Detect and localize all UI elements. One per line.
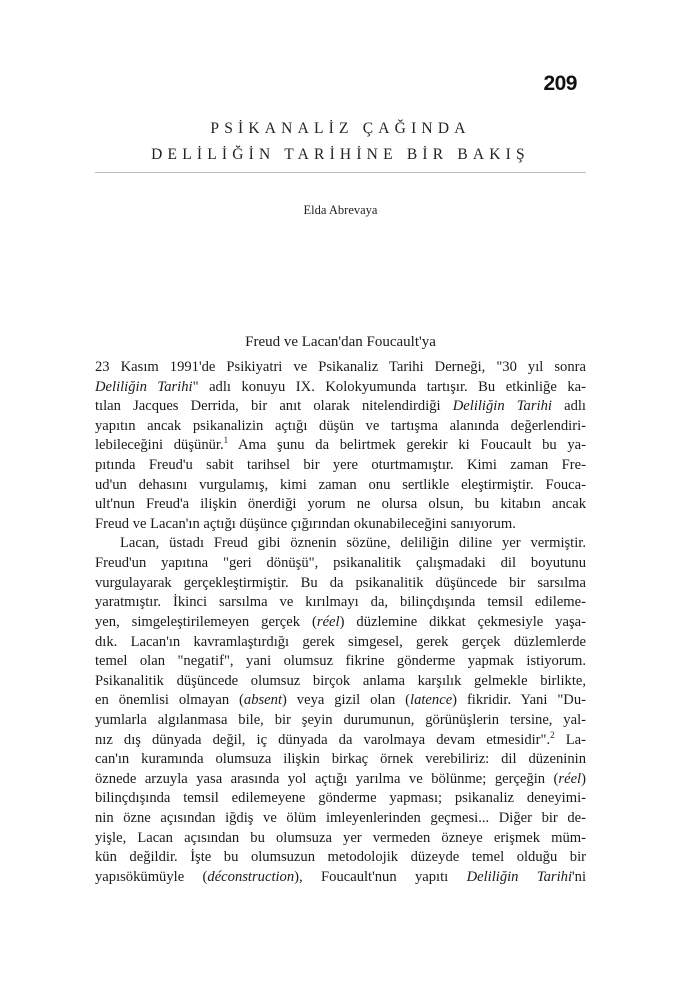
text-segment: adlı (551, 398, 586, 415)
text-segment: kün değildir. İşte bu olumsuzun metodolojik düzeyde temel olduğu bir (95, 849, 586, 866)
text-segment: yaratmıştır. İkinci sarsılma ve kırılmayı da, bilinçdışında temsil edileme- (95, 594, 586, 611)
page-number: 209 (543, 72, 577, 95)
text-line (95, 534, 586, 554)
text-line (95, 829, 586, 849)
title-divider (95, 172, 586, 173)
text-line (95, 358, 586, 378)
text-line (95, 417, 586, 437)
text-segment: lebileceğini düşünür. (95, 437, 224, 454)
italic-term: Deliliğin Tarihi (95, 378, 193, 395)
footnote-marker[interactable]: 1 (223, 436, 229, 446)
text-segment: nız dış dünyada değil, iç dünyada da varolmaya devam etmesidir". (95, 731, 551, 748)
chapter-title-line-1: PSİKANALİZ ÇAĞINDA (210, 120, 471, 137)
text-segment: yapıtın ancak psikanalizin açtığı düşün ve tartışma alanında değerlendiri- (95, 417, 586, 434)
text-segment: Ama şunu da belirtmek gerekir ki Foucault bu ya- (228, 437, 586, 454)
chapter-title-line-2: DELİLİĞİN TARİHİNE BİR BAKIŞ (151, 146, 530, 163)
text-line (95, 613, 586, 633)
text-segment: pıtında Freud'u sabit tarihsel bir yere oturtmamıştır. Kimi zaman Fre- (95, 457, 586, 474)
text-segment: Freud'un yapıtına "geri dönüşü", psikanalitik çalışmadaki dil boyutunu (95, 555, 586, 572)
text-segment: yişle, Lacan açısından bu olumsuza yer vermeden özneye erişmek müm- (95, 829, 586, 846)
italic-term: réel (316, 613, 340, 630)
text-segment: ) veya gizil olan ( (282, 692, 411, 709)
text-segment: Freud ve Lacan'ın açtığı düşünce çığırından okunabileceğini sanıyorum. (95, 515, 516, 532)
text-segment: dık. Lacan'ın kavramlaştırdığı gerek simgesel, gerek gerçek düzlemlerde (95, 633, 586, 650)
text-segment: La- (554, 731, 586, 748)
text-line (95, 809, 586, 829)
text-line (95, 436, 586, 456)
text-segment: can'ın kuramında olumsuza ilişkin birkaç örnek verebiliriz: dil düzeninin (95, 751, 586, 768)
text-line (95, 495, 586, 515)
text-line (95, 476, 586, 496)
italic-term: latence (410, 692, 453, 709)
text-segment: ), Foucault'nun yapıtı (294, 868, 467, 885)
text-line (95, 633, 586, 653)
italic-term: Deliliğin Tarihi (466, 868, 573, 885)
text-segment: ud'un dehasını vurgulamış, kimi zaman onu sertlikle eleştirmiştir. Fouca- (95, 476, 586, 493)
text-line (95, 378, 586, 398)
text-line (95, 691, 586, 711)
text-line (95, 456, 586, 476)
italic-term: Deliliğin Tarihi (452, 398, 552, 415)
text-line (95, 672, 586, 692)
text-segment: 'ni (572, 868, 586, 885)
text-segment: ult'nun Freud'a ilişkin önerdiği yorum ne olursa olsun, bu kitabın ancak (95, 496, 586, 513)
text-line (95, 515, 586, 535)
italic-term: déconstruction (207, 868, 295, 885)
text-segment: ) fikridir. Yani "Du- (452, 692, 586, 709)
text-line (95, 652, 586, 672)
footnote-marker[interactable]: 2 (550, 730, 555, 740)
text-segment: tılan Jacques Derrida, bir anıt olarak nitelendirdiği (95, 398, 453, 415)
text-segment: nin özne açısından iğdiş ve ölüm imleyenlerinden geçmesi... Diğer bir de- (95, 810, 586, 827)
italic-term: réel (558, 770, 582, 787)
text-segment: yen, simgeleştirilemeyen gerçek ( (95, 613, 317, 630)
text-line (95, 848, 586, 868)
text-segment: bilinçdışında temsil edilemeyene gönderme yapması; psikanaliz deneyimi- (95, 790, 586, 807)
italic-term: absent (243, 692, 283, 709)
text-line (95, 750, 586, 770)
text-segment: yapısökümüyle ( (95, 868, 208, 885)
text-segment: Lacan, üstadı Freud gibi öznenin sözüne, deliliğin diline yer vermiştir. (120, 535, 586, 552)
author-name: Elda Abrevaya (303, 203, 378, 217)
text-segment: vurgulayarak gerçekleştirmiştir. Bu da psikanalitik düşüncede bir sarsılma (95, 574, 586, 591)
text-segment: ) düzlemine dikkat çekmesiyle yaşa- (339, 613, 586, 630)
text-line (95, 731, 586, 751)
text-segment: 23 Kasım 1991'de Psikiyatri ve Psikanaliz Tarihi Derneği, "30 yıl sonra (95, 359, 586, 375)
text-line (95, 789, 586, 809)
text-line (95, 868, 586, 888)
text-line (95, 397, 586, 417)
text-segment: öznede arzuyla yasa arasında yol açtığı yarılma ve bölünme; gerçeğin ( (95, 770, 559, 787)
text-segment: ) (581, 770, 586, 787)
text-segment: temel olan "negatif", yani olumsuz fikrine gönderme yapmak istiyorum. (95, 653, 586, 670)
text-segment: yumlarla algılanmasa bile, bir şeyin durumunun, görünüşlerin tersine, yal- (95, 711, 586, 728)
text-segment: Psikanalitik düşüncede olumsuz birçok anlama karşılık gelmekle birlikte, (95, 672, 586, 689)
text-line (95, 711, 586, 731)
text-line (95, 593, 586, 613)
text-line (95, 574, 586, 594)
text-line (95, 770, 586, 790)
section-heading: Freud ve Lacan'dan Foucault'ya (245, 334, 436, 350)
article-body (95, 358, 586, 887)
text-segment: " adlı konuyu IX. Kolokyumunda tartışır. Bu etkinliğe ka- (192, 378, 586, 395)
text-segment: en önemlisi olmayan ( (95, 692, 244, 709)
text-line (95, 554, 586, 574)
